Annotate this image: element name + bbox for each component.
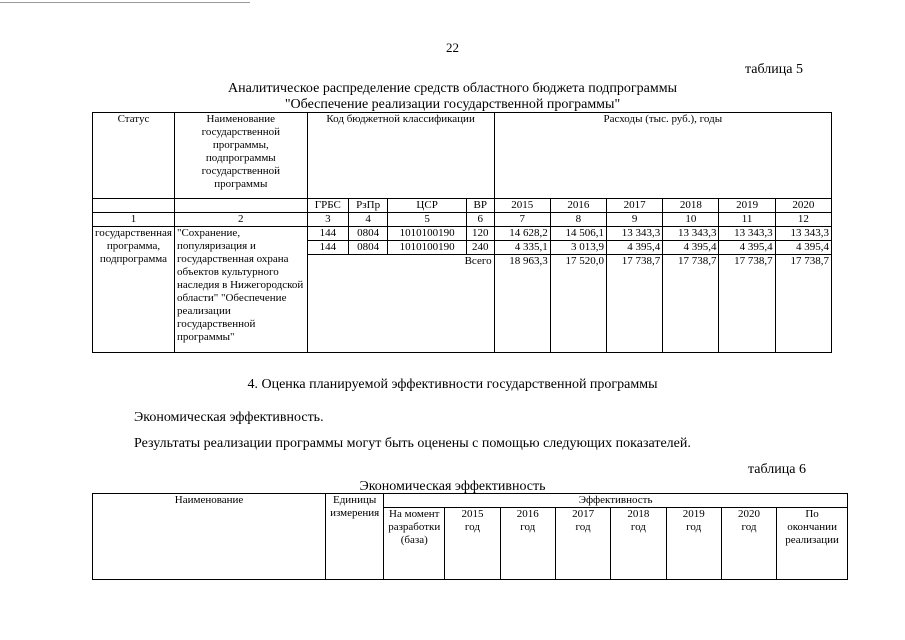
- header-rzpr: РзПр: [348, 199, 387, 213]
- empty-cell: [307, 268, 494, 352]
- table5-title-line2: "Обеспечение реализации государственной программы": [284, 97, 621, 112]
- col-number: 8: [550, 213, 606, 227]
- csr-cell: 1010100190: [388, 227, 467, 241]
- table6: [92, 493, 848, 580]
- table5-label: таблица 5: [745, 62, 803, 77]
- value-cell: 3 013,9: [550, 241, 606, 255]
- header-status: Статус: [93, 113, 175, 199]
- value-cell: 4 395,4: [775, 241, 831, 255]
- col-number: 11: [719, 213, 775, 227]
- empty-cell: [663, 268, 719, 352]
- paragraph-results: Результаты реализации программы могут быть оценены с помощью следующих показателей.: [134, 436, 691, 451]
- value-cell: 14 628,2: [494, 227, 550, 241]
- section-heading: 4. Оценка планируемой эффективности государственной программы: [247, 377, 658, 392]
- header-csr: ЦСР: [388, 199, 467, 213]
- value-cell: 4 395,4: [663, 241, 719, 255]
- value-cell: 14 506,1: [550, 227, 606, 241]
- rzpr-cell: 0804: [348, 241, 387, 255]
- empty-cell: [494, 268, 550, 352]
- header-expenses: Расходы (тыс. руб.), годы: [494, 113, 831, 199]
- total-label: Всего: [307, 255, 494, 269]
- paragraph-economic: Экономическая эффективность.: [134, 410, 324, 425]
- header-vr: ВР: [467, 199, 495, 213]
- header-year: 2017: [607, 199, 663, 213]
- value-cell: 4 395,4: [607, 241, 663, 255]
- header-year: 2016 год: [500, 508, 555, 580]
- empty-cell: [550, 268, 606, 352]
- col-number: 3: [307, 213, 348, 227]
- top-edge-line: [0, 2, 250, 3]
- vr-cell: 120: [467, 227, 495, 241]
- header-effectiveness: Эффективность: [384, 494, 848, 508]
- header-year: 2019: [719, 199, 775, 213]
- value-cell: 13 343,3: [663, 227, 719, 241]
- empty-cell: [607, 268, 663, 352]
- col-number: 5: [388, 213, 467, 227]
- header-year: 2015 год: [445, 508, 500, 580]
- grbs-cell: 144: [307, 227, 348, 241]
- total-value: 17 738,7: [775, 255, 831, 269]
- value-cell: 13 343,3: [775, 227, 831, 241]
- col-number: 2: [174, 213, 307, 227]
- total-value: 17 738,7: [607, 255, 663, 269]
- header-year: 2017 год: [555, 508, 610, 580]
- col-number: 10: [663, 213, 719, 227]
- page-number: 22: [446, 40, 459, 55]
- header-year: 2020 год: [721, 508, 776, 580]
- header-unit: Единицы измерения: [326, 494, 384, 580]
- program-name-cell: "Сохранение, популяризация и государственная охрана объектов культурного наследия в Нижегородской области" "Обеспечение реализации государственной программы": [174, 227, 307, 353]
- header-name: Наименование государственной программы, подпрограммы государственной программы: [174, 113, 307, 199]
- total-value: 18 963,3: [494, 255, 550, 269]
- col-number: 7: [494, 213, 550, 227]
- grbs-cell: 144: [307, 241, 348, 255]
- header-name: Наименование: [93, 494, 326, 580]
- col-number: 1: [93, 213, 175, 227]
- header-year: 2020: [775, 199, 831, 213]
- header-base: На момент разработки (база): [384, 508, 445, 580]
- value-cell: 4 395,4: [719, 241, 775, 255]
- table6-label: таблица 6: [748, 462, 806, 477]
- header-year: 2015: [494, 199, 550, 213]
- header-grbs: ГРБС: [307, 199, 348, 213]
- header-blank: [174, 199, 307, 213]
- value-cell: 4 335,1: [494, 241, 550, 255]
- table5: [92, 112, 832, 353]
- header-end: По окончании реализации: [777, 508, 848, 580]
- value-cell: 13 343,3: [607, 227, 663, 241]
- col-number: 12: [775, 213, 831, 227]
- empty-cell: [775, 268, 831, 352]
- vr-cell: 240: [467, 241, 495, 255]
- csr-cell: 1010100190: [388, 241, 467, 255]
- header-year: 2019 год: [666, 508, 721, 580]
- table-row: [93, 227, 832, 241]
- header-blank: [93, 199, 175, 213]
- header-year: 2018 год: [611, 508, 666, 580]
- table5-title-line1: Аналитическое распределение средств областного бюджета подпрограммы: [228, 81, 677, 96]
- table6-title: Экономическая эффективность: [359, 479, 546, 494]
- header-year: 2016: [550, 199, 606, 213]
- empty-cell: [719, 268, 775, 352]
- status-cell: государственная программа, подпрограмма: [93, 227, 175, 353]
- total-value: 17 520,0: [550, 255, 606, 269]
- total-value: 17 738,7: [663, 255, 719, 269]
- col-number: 9: [607, 213, 663, 227]
- rzpr-cell: 0804: [348, 227, 387, 241]
- value-cell: 13 343,3: [719, 227, 775, 241]
- col-number: 6: [467, 213, 495, 227]
- header-year: 2018: [663, 199, 719, 213]
- col-number: 4: [348, 213, 387, 227]
- total-value: 17 738,7: [719, 255, 775, 269]
- header-kbk: Код бюджетной классификации: [307, 113, 494, 199]
